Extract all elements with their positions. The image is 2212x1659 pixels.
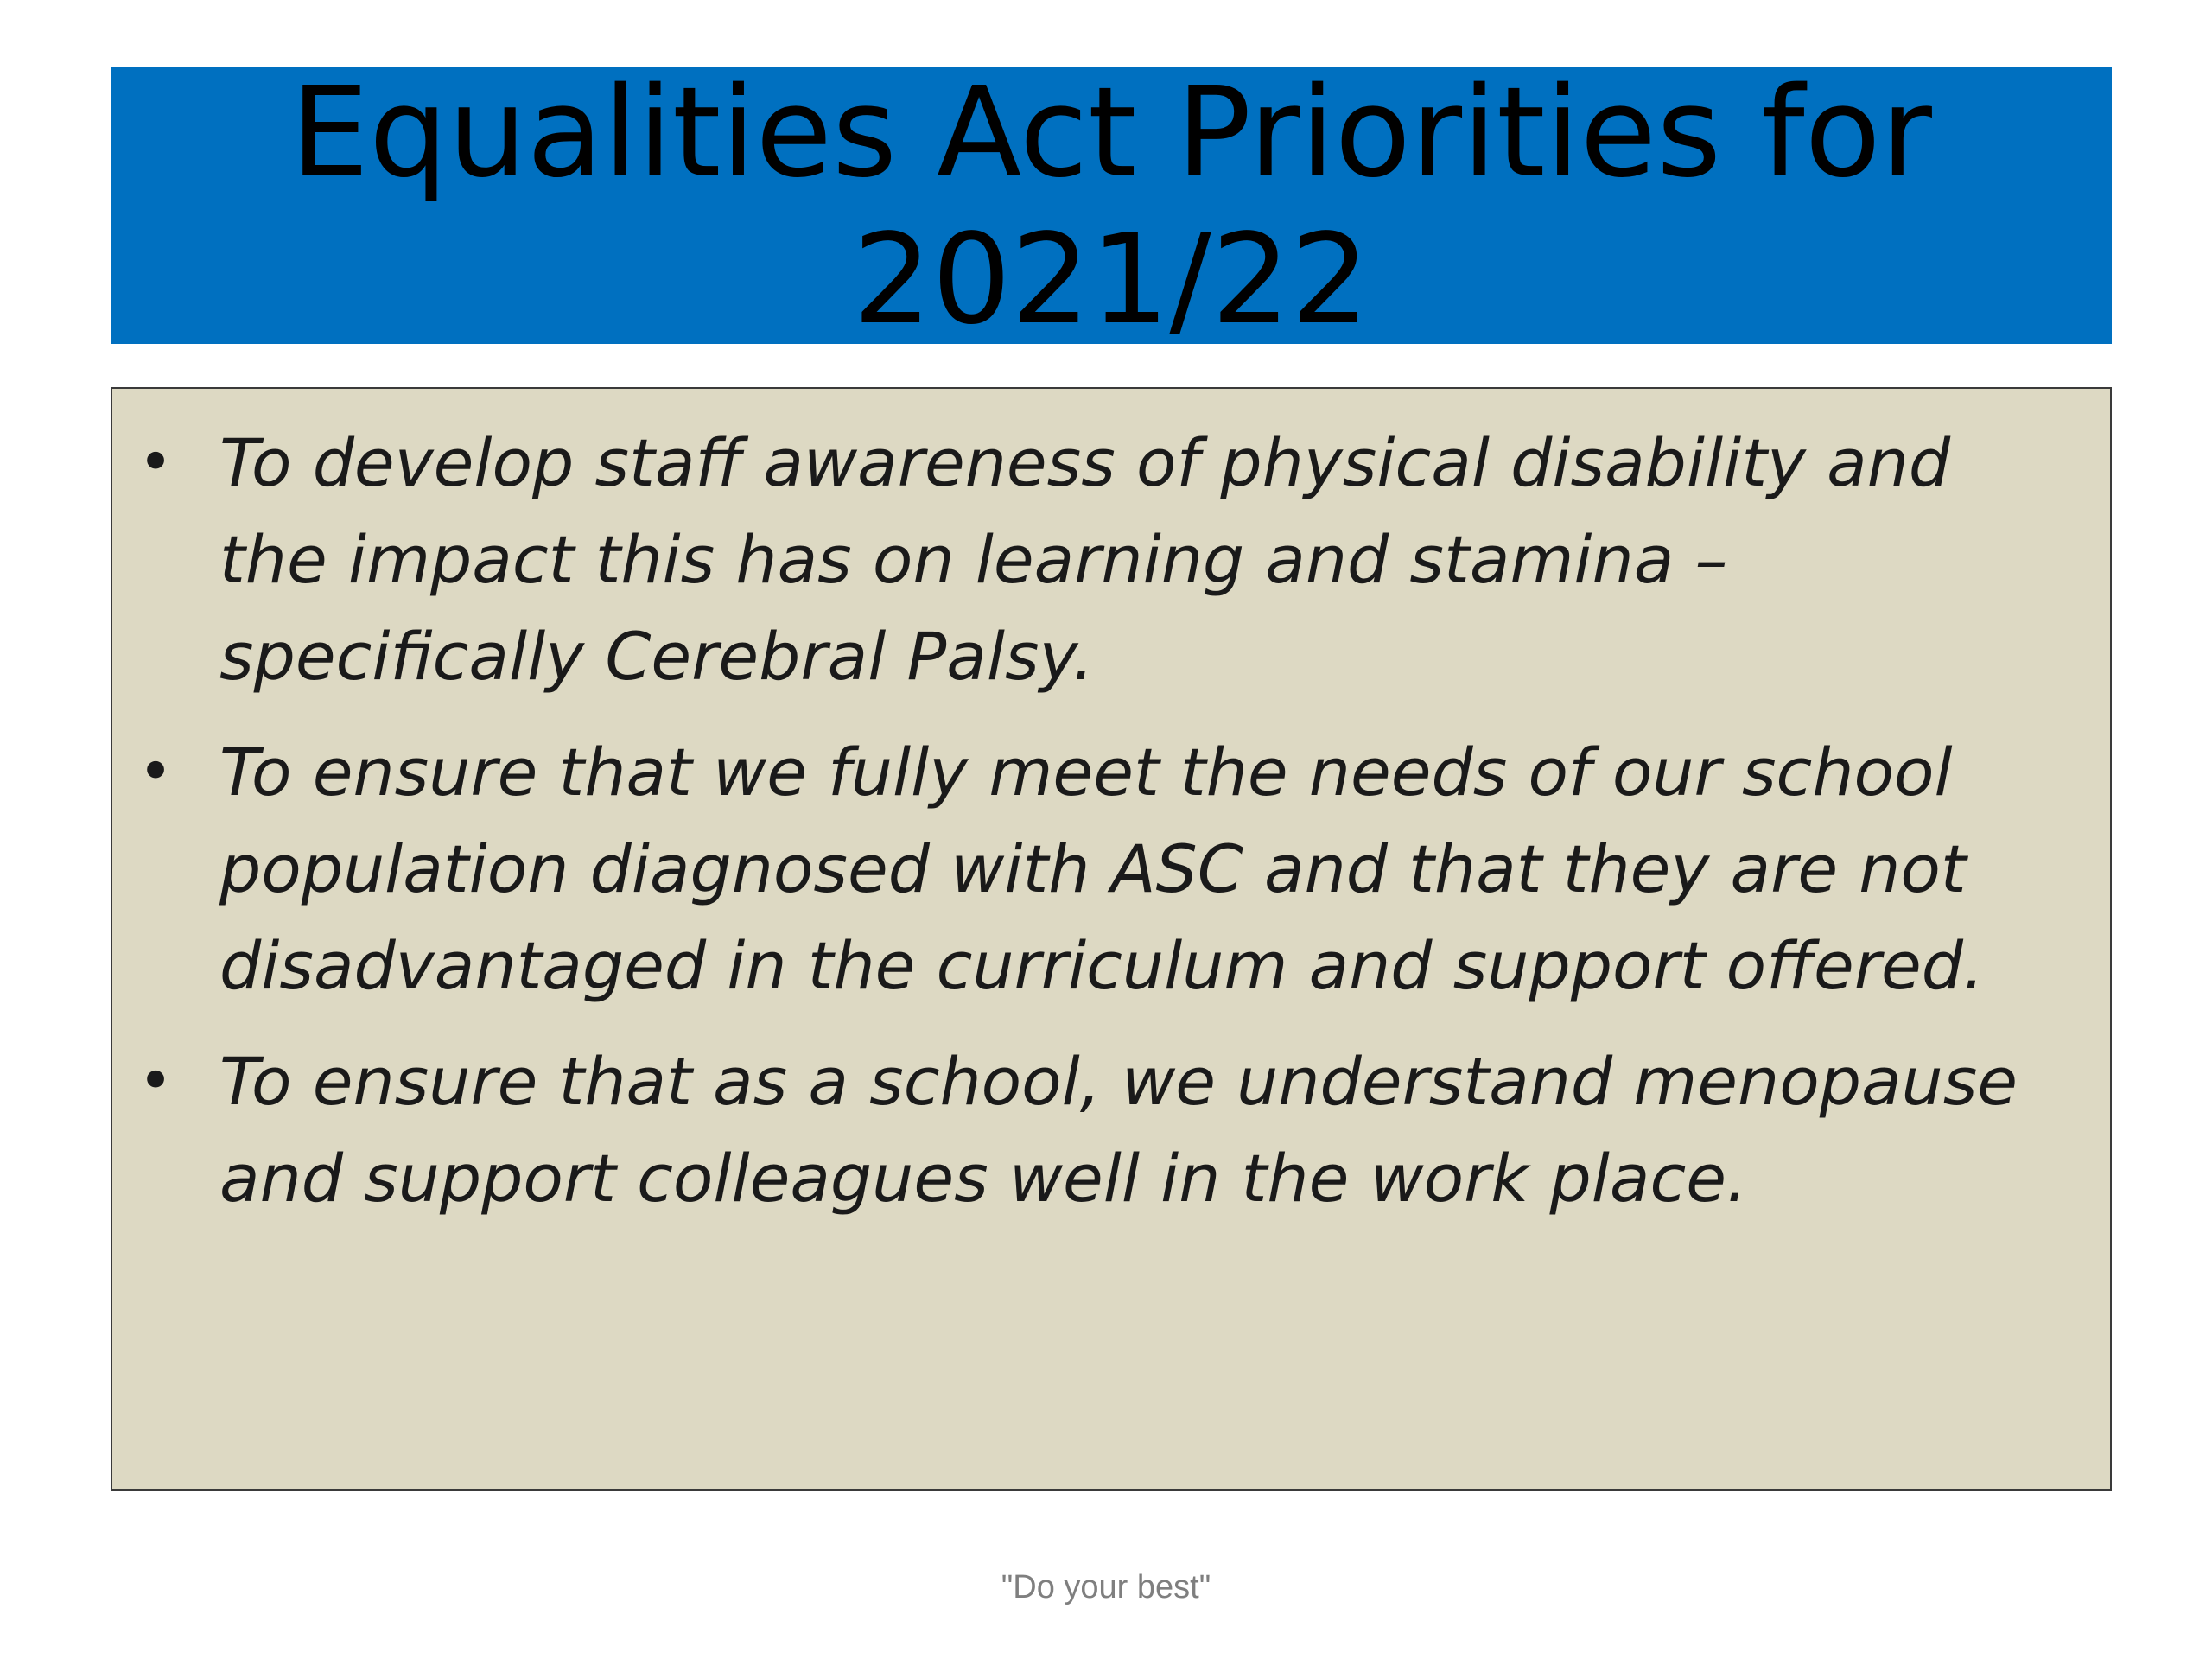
title-banner: [111, 59, 2112, 352]
bullet-item: [112, 415, 2110, 705]
bullet-text: To develop staff awareness of physical disability and the impact this has on learning and stamina – specifically Cerebral Palsy.: [219, 424, 1951, 695]
bullet-text: To ensure that as a school, we understand menopause and support colleagues well in the work place.: [219, 1043, 2018, 1217]
content-box: [111, 387, 2112, 1491]
bullet-icon: •: [138, 429, 174, 497]
bullet-icon: •: [138, 738, 174, 806]
bullet-icon: •: [138, 1047, 174, 1116]
bullet-text: To ensure that we fully meet the needs of our school population diagnosed with ASC and that they are not disadvantaged in the curriculum and support offered.: [219, 734, 1985, 1004]
slide-title: Equalities Act Priorities for 2021/22: [290, 59, 1932, 352]
footer-motto: "Do your best": [1001, 1569, 1211, 1605]
bullet-item: [112, 724, 2110, 1014]
bullet-item: [112, 1033, 2110, 1227]
bullet-list: [112, 415, 2110, 1246]
